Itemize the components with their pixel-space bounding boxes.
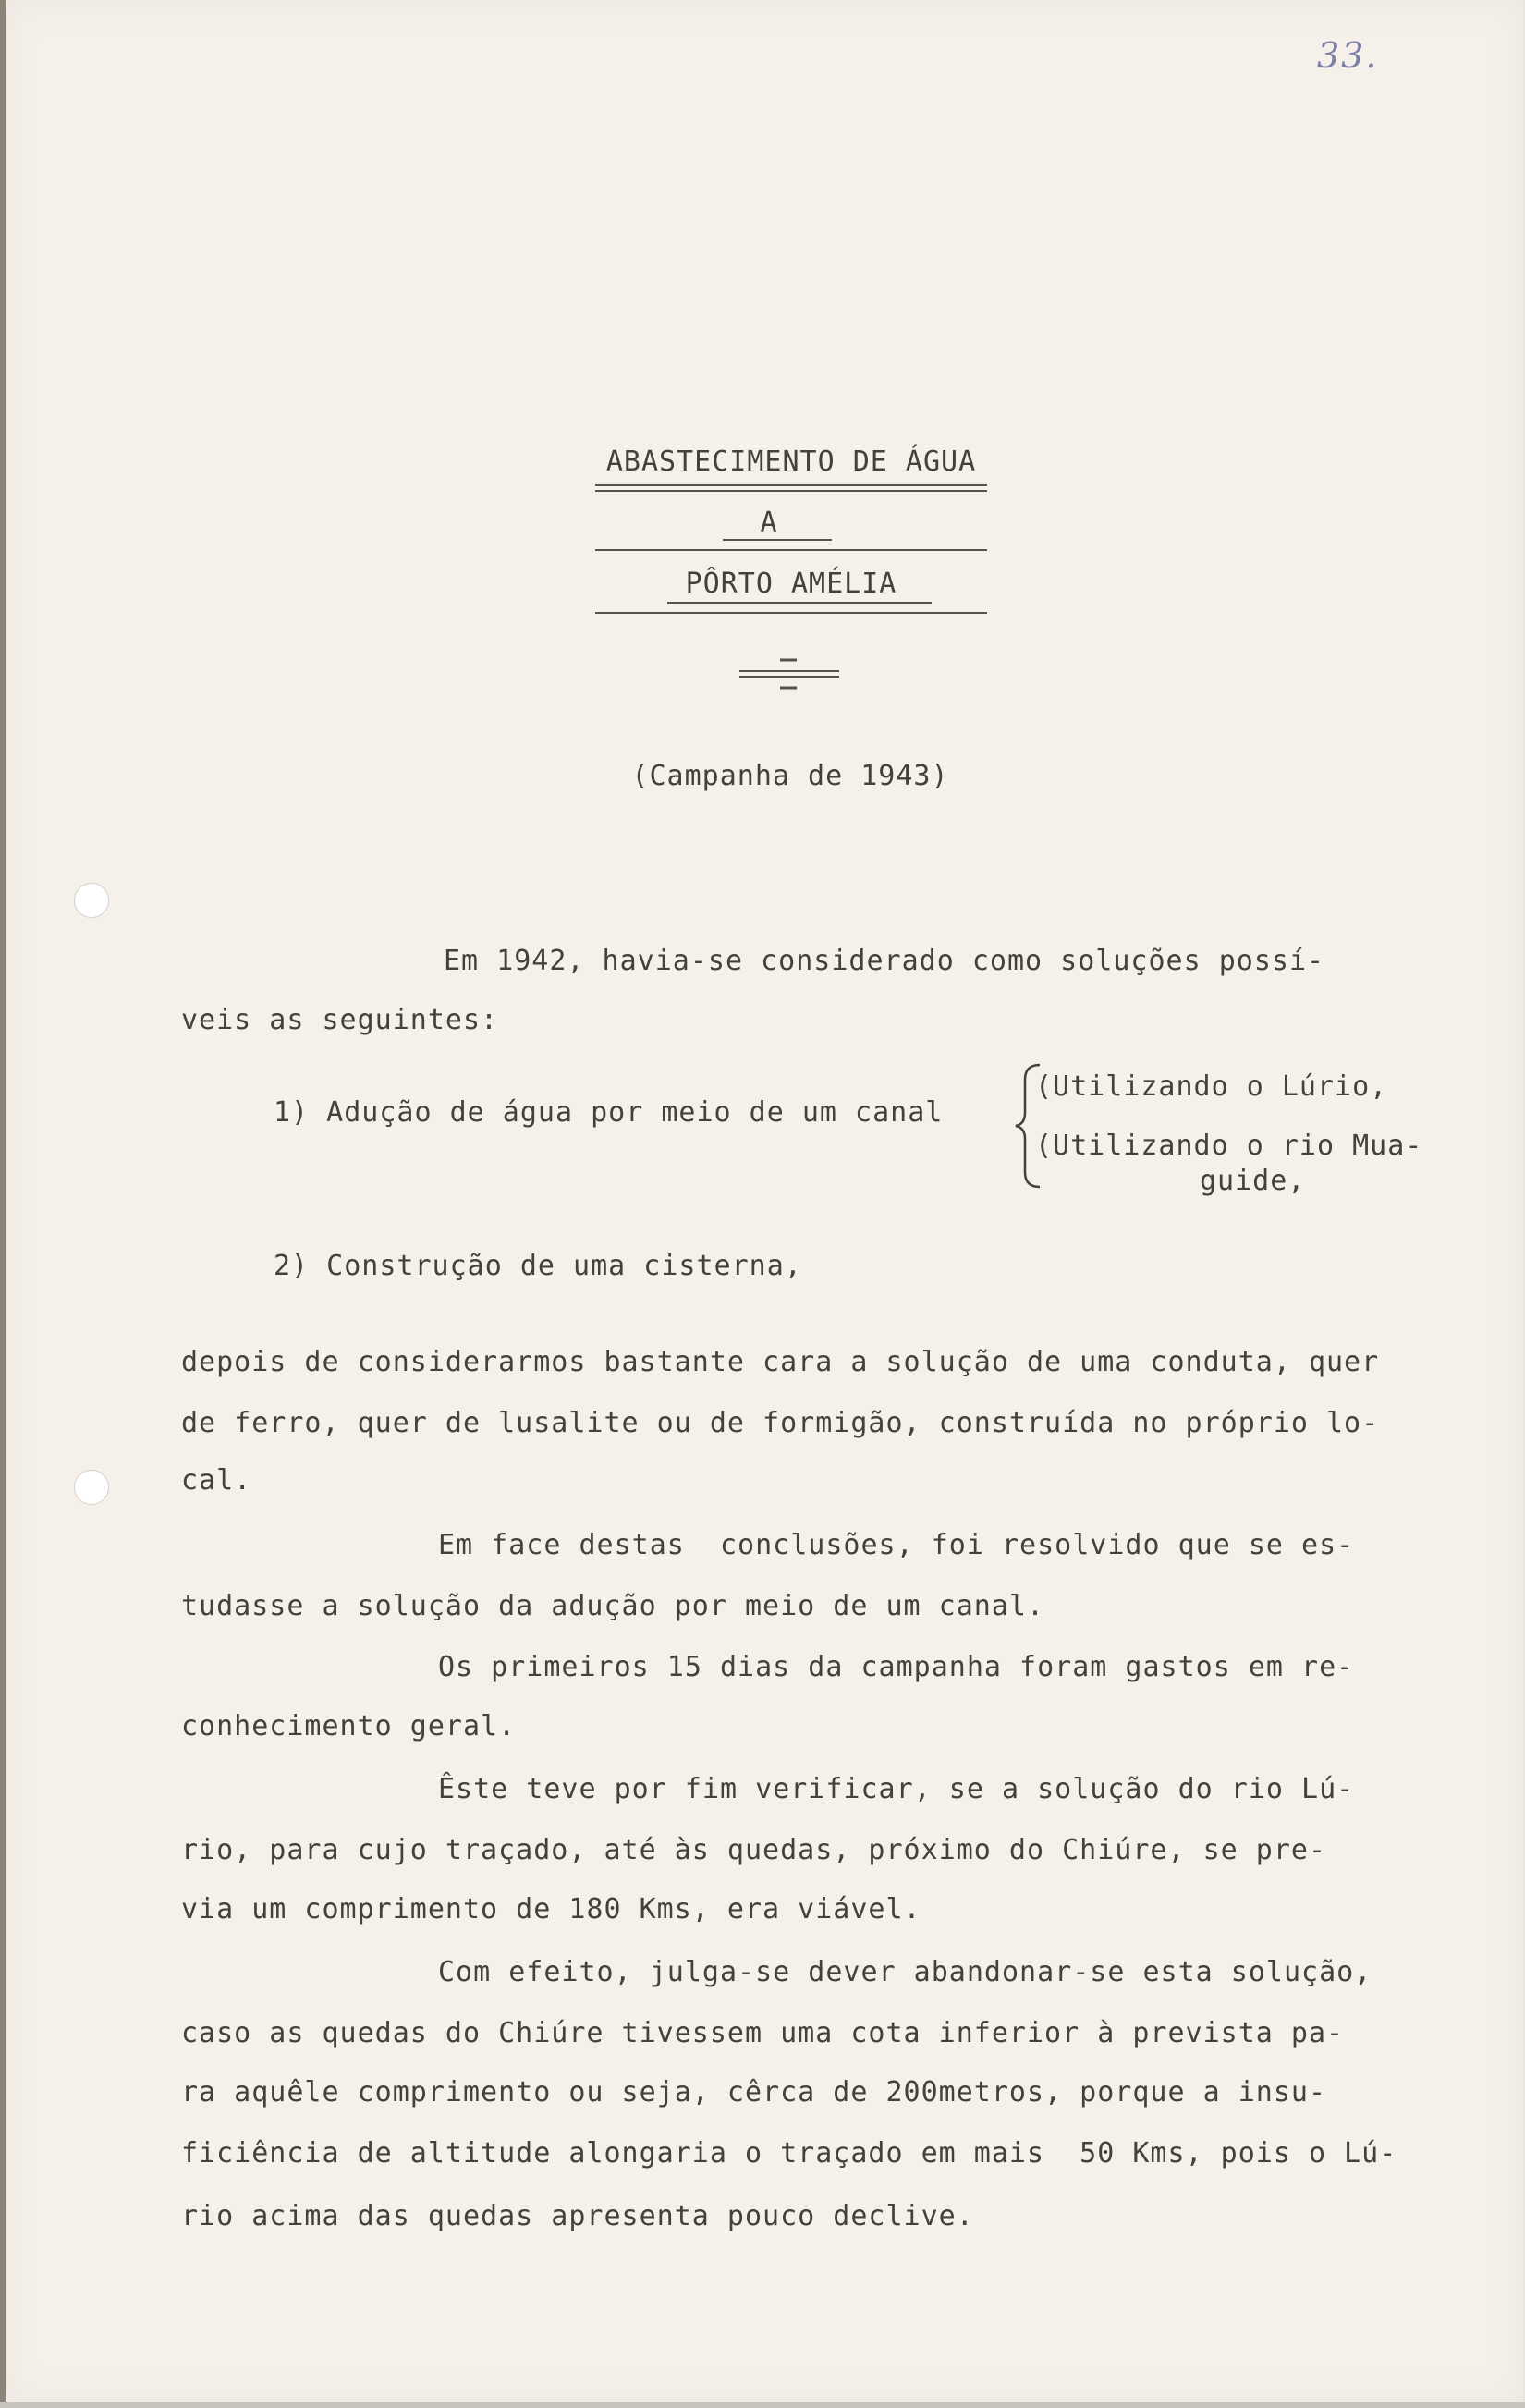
para2-line2: de ferro, quer de lusalite ou de formigão, construída no próprio lo- — [181, 1407, 1380, 1439]
para4-line2: conhecimento geral. — [181, 1710, 517, 1742]
para1-line1: Em 1942, havia-se considerado como soluções possí- — [444, 945, 1325, 977]
page-bottom-edge — [0, 2402, 1525, 2408]
punch-hole-upper — [74, 883, 109, 918]
heading-rule-1 — [595, 484, 987, 486]
section-ornament — [739, 653, 839, 693]
para2-line1: depois de considerarmos bastante cara a solução de uma conduta, quer — [181, 1346, 1380, 1378]
para3-line2: tudasse a solução da adução por meio de um canal. — [181, 1590, 1045, 1622]
para4-line1: Os primeiros 15 dias da campanha foram gastos em re- — [438, 1651, 1355, 1683]
heading-line-1: ABASTECIMENTO DE ÁGUA — [605, 446, 977, 478]
para6-line2: caso as quedas do Chiúre tivessem uma cota inferior à prevista pa- — [181, 2017, 1345, 2049]
page-number: 33. — [1317, 35, 1379, 76]
para3-line1: Em face destas conclusões, foi resolvido que se es- — [438, 1529, 1355, 1561]
heading-line-2: A — [760, 507, 778, 539]
para2-line3: cal. — [181, 1464, 252, 1497]
heading-rule-4 — [595, 549, 987, 551]
heading-rule-2 — [595, 490, 987, 492]
list-item-1-option-a: (Utilizando o Lúrio, — [1035, 1070, 1388, 1103]
para1-line2: veis as seguintes: — [181, 1004, 499, 1036]
para5-line1: Êste teve por fim verificar, se a solução do rio Lú- — [438, 1773, 1355, 1805]
heading-rule-5 — [667, 602, 932, 604]
heading-rule-6 — [595, 612, 987, 614]
list-item-1: 1) Adução de água por meio de um canal — [274, 1096, 944, 1129]
para6-line3: ra aquêle comprimento ou seja, cêrca de 200metros, porque a insu- — [181, 2076, 1326, 2109]
para6-line1: Com efeito, julga-se dever abandonar-se esta solução, — [438, 1956, 1372, 1988]
para5-line3: via um comprimento de 180 Kms, era viável. — [181, 1893, 921, 1925]
para6-line4: ficiência de altitude alongaria o traçado em mais 50 Kms, pois o Lú- — [181, 2137, 1397, 2170]
subtitle: (Campanha de 1943) — [631, 760, 949, 792]
heading-rule-3 — [723, 539, 832, 541]
para6-line5: rio acima das quedas apresenta pouco declive. — [181, 2200, 974, 2232]
heading-line-3: PÔRTO AMÉLIA — [685, 568, 897, 600]
list-item-2: 2) Construção de uma cisterna, — [274, 1250, 802, 1282]
list-item-1-option-b: (Utilizando o rio Mua- — [1035, 1130, 1423, 1162]
punch-hole-lower — [74, 1470, 109, 1505]
para5-line2: rio, para cujo traçado, até às quedas, próximo do Chiúre, se pre- — [181, 1834, 1326, 1866]
list-item-1-option-b-cont: guide, — [1200, 1165, 1306, 1197]
